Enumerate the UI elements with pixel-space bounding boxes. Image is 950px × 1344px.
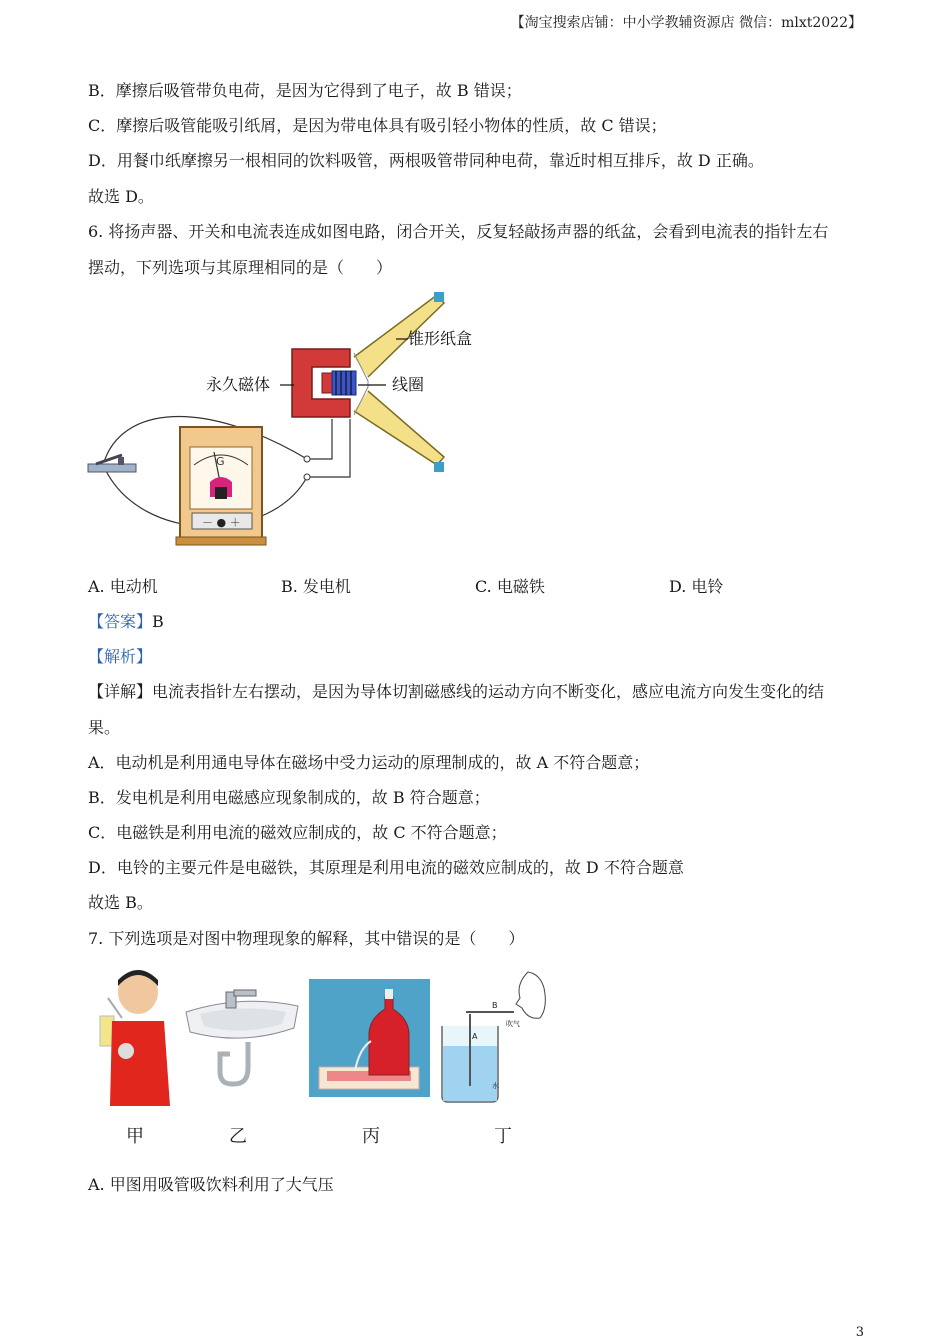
terminal-top	[304, 456, 310, 462]
galvanometer-icon	[176, 427, 266, 545]
q6-detail-line1	[88, 681, 862, 703]
coil-icon	[332, 371, 356, 395]
svg-text:B: B	[492, 1001, 498, 1010]
q7-stem: 7. 下列选项是对图中物理现象的解释，其中错误的是（ ）	[88, 929, 525, 948]
q6-option-c: C. 电磁铁	[475, 577, 545, 596]
label-coil: 线圈	[392, 375, 425, 394]
figure-label-bing: 丙	[362, 1126, 380, 1147]
figure-label-jia: 甲	[126, 1126, 144, 1147]
speaker-circuit-diagram	[82, 287, 502, 552]
figure-label-yi: 乙	[229, 1126, 247, 1147]
q7-option-a: A. 甲图用吸管吸饮料利用了大气压	[88, 1175, 334, 1194]
q6-explain-a: A．电动机是利用通电导体在磁场中受力运动的原理制成的，故 A 不符合题意；	[88, 753, 650, 772]
svg-text:－ ● ＋: － ● ＋	[202, 516, 241, 529]
q6-conclusion: 故选 B。	[88, 893, 153, 912]
svg-text:吹气: 吹气	[506, 1020, 520, 1028]
q6-stem-line2: 摆动，下列选项与其原理相同的是（ ）	[88, 258, 393, 277]
knife-switch-icon	[88, 455, 136, 472]
analysis-tag: 【解析】	[88, 647, 153, 666]
q6-option-d: D. 电铃	[669, 577, 724, 596]
q6-stem-line1: 6. 将扬声器、开关和电流表连成如图电路，闭合开关，反复轻敲扬声器的纸盆，会看到电流表的指针左右	[88, 222, 829, 241]
q5-option-d-explanation: D．用餐巾纸摩擦另一根相同的饮料吸管，两根吸管带同种电荷，靠近时相互排斥，故 D 正确。	[88, 151, 764, 170]
detail-text: 电流表指针左右摆动，是因为导体切割磁感线的运动方向不断变化，感应电流方向发生变化的结	[152, 682, 825, 701]
q5-option-b-explanation: B．摩擦后吸管带负电荷，是因为它得到了电子，故 B 错误；	[88, 81, 522, 100]
q6-explain-d: D．电铃的主要元件是电磁铁，其原理是利用电流的磁效应制成的，故 D 不符合题意	[88, 858, 684, 877]
q6-option-a: A. 电动机	[88, 577, 158, 596]
answer-tag: 【答案】	[88, 612, 153, 631]
label-magnet: 永久磁体	[206, 375, 271, 394]
page-number: 3	[855, 1325, 864, 1340]
answer-value: B	[152, 612, 164, 631]
label-cone: 锥形纸盒	[408, 329, 473, 348]
svg-text:水: 水	[492, 1082, 499, 1090]
sink-figure	[182, 984, 302, 1089]
detail-tag: 【详解】	[88, 682, 153, 701]
q6-explain-b: B．发电机是利用电磁感应现象制成的，故 B 符合题意；	[88, 788, 490, 807]
boy-drinking-figure	[96, 966, 174, 1111]
figure-label-ding: 丁	[494, 1126, 512, 1147]
terminal-bottom	[304, 474, 310, 480]
q6-detail-line2: 果。	[88, 718, 121, 737]
blowing-tube-figure	[436, 968, 552, 1108]
q6-explain-c: C．电磁铁是利用电流的磁效应制成的，故 C 不符合题意；	[88, 823, 507, 842]
header-banner: 【淘宝搜索店铺：中小学教辅资源店 微信：mlxt2022】	[510, 15, 862, 31]
svg-text:A: A	[472, 1032, 478, 1041]
q6-option-b: B. 发电机	[281, 577, 351, 596]
meter-letter-label: G	[216, 455, 225, 468]
bottle-figure	[309, 979, 430, 1097]
q6-answer-line	[88, 611, 862, 633]
q5-option-c-explanation: C．摩擦后吸管能吸引纸屑，是因为带电体具有吸引轻小物体的性质，故 C 错误；	[88, 116, 667, 135]
q5-conclusion: 故选 D。	[88, 187, 154, 206]
